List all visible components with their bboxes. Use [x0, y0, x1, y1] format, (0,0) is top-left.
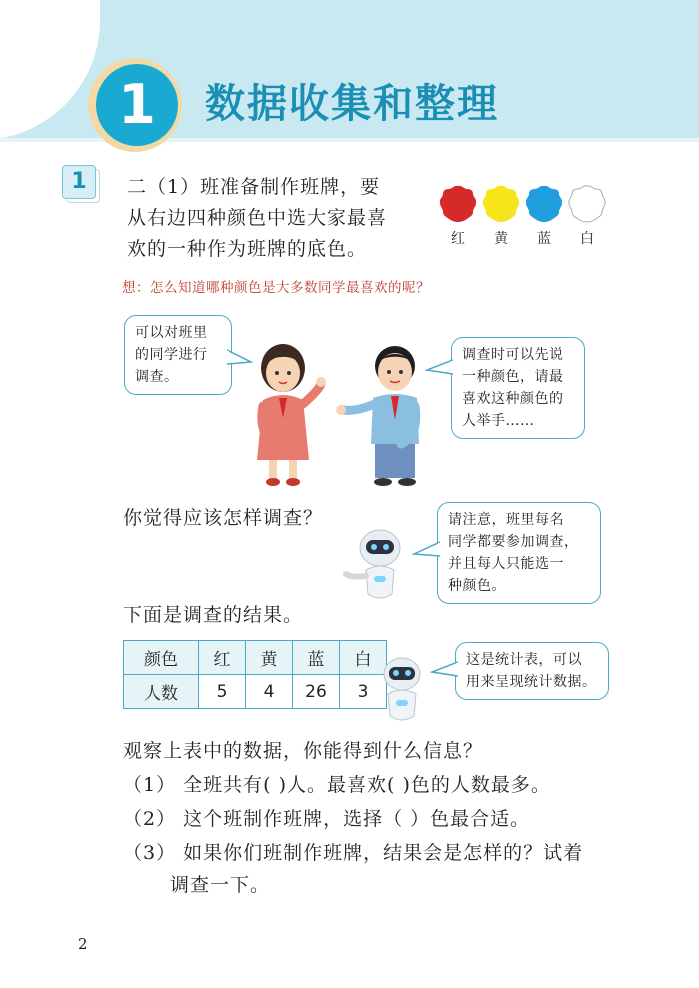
sub-question-1: （1） 全班共有( )人。最喜欢( )色的人数最多。 [123, 774, 551, 796]
unit-number-badge: 1 [96, 64, 178, 146]
table-header-cell: 蓝 [293, 641, 340, 675]
robot-table-bubble-tail-icon [430, 660, 458, 682]
bubble-line: 种颜色。 [448, 578, 506, 594]
color-label-white: 白 [580, 231, 594, 247]
bubble-line: 人举手…… [462, 413, 535, 429]
page-number: 2 [78, 935, 88, 953]
unit-title: 数据收集和整理 [205, 81, 499, 127]
table-cell: 26 [293, 675, 340, 709]
bubble-line: 喜欢这种颜色的 [462, 391, 564, 407]
sub-question-2: （2） 这个班制作班牌，选择（ ）色最合适。 [123, 808, 531, 830]
girl-speech-bubble [124, 315, 232, 395]
table-header-row [124, 641, 387, 675]
table-row [124, 675, 387, 709]
color-label-red: 红 [451, 231, 465, 247]
robot-table-bubble [455, 642, 609, 700]
sub-question-3: （3） 如果你们班制作班牌，结果会是怎样的？试着 [123, 842, 584, 864]
observe-prompt: 观察上表中的数据，你能得到什么信息？ [123, 740, 484, 762]
survey-statistics-table [123, 640, 387, 709]
think-prompt: 想：怎么知道哪种颜色是大多数同学最喜欢的呢？ [122, 280, 430, 296]
boy-speech-bubble [451, 337, 585, 439]
table-header-cell: 白 [340, 641, 387, 675]
table-header-cell: 红 [199, 641, 246, 675]
yellow-swatch-icon [483, 186, 519, 222]
table-cell: 3 [340, 675, 387, 709]
question-line-1: 二（1）班准备制作班牌，要 [127, 176, 381, 198]
color-label-blue: 蓝 [537, 231, 551, 247]
question-line-2: 从右边四种颜色中选大家最喜 [127, 207, 388, 229]
bubble-line: 并且每人只能选一 [448, 556, 564, 572]
students-illustration [235, 340, 435, 490]
robot-tip-bubble [437, 502, 601, 604]
girl-icon [257, 344, 326, 486]
bubble-line: 用来呈现统计数据。 [466, 674, 597, 690]
table-row-label: 人数 [124, 675, 199, 709]
table-header-cell: 黄 [246, 641, 293, 675]
color-swatches [436, 182, 616, 228]
color-label-yellow: 黄 [494, 231, 508, 247]
bubble-line: 一种颜色，请最 [462, 369, 564, 385]
robot-bubble-tail-icon [412, 540, 440, 562]
robot-assistant-icon [342, 522, 416, 604]
results-intro: 下面是调查的结果。 [123, 604, 304, 626]
blue-swatch-icon [526, 186, 562, 222]
table-cell: 5 [199, 675, 246, 709]
question-line-3: 欢的一种作为班牌的底色。 [127, 238, 368, 260]
bubble-line: 这是统计表，可以 [466, 652, 582, 668]
question-number-badge: 1 [62, 165, 96, 199]
survey-question: 你觉得应该怎样调查？ [123, 507, 324, 529]
bubble-line: 同学都要参加调查， [448, 534, 579, 550]
white-swatch-icon [569, 186, 605, 222]
sub-question-3-continued: 调查一下。 [170, 874, 271, 896]
bubble-line: 的同学进行 [135, 347, 208, 363]
boy-icon [336, 346, 419, 486]
robot-assistant-icon [372, 650, 432, 724]
red-swatch-icon [440, 186, 476, 222]
bubble-line: 可以对班里 [135, 325, 208, 341]
bubble-line: 调查。 [135, 369, 179, 385]
table-cell: 4 [246, 675, 293, 709]
bubble-line: 请注意，班里每名 [448, 512, 564, 528]
bubble-line: 调查时可以先说 [462, 347, 564, 363]
table-header-cell: 颜色 [124, 641, 199, 675]
